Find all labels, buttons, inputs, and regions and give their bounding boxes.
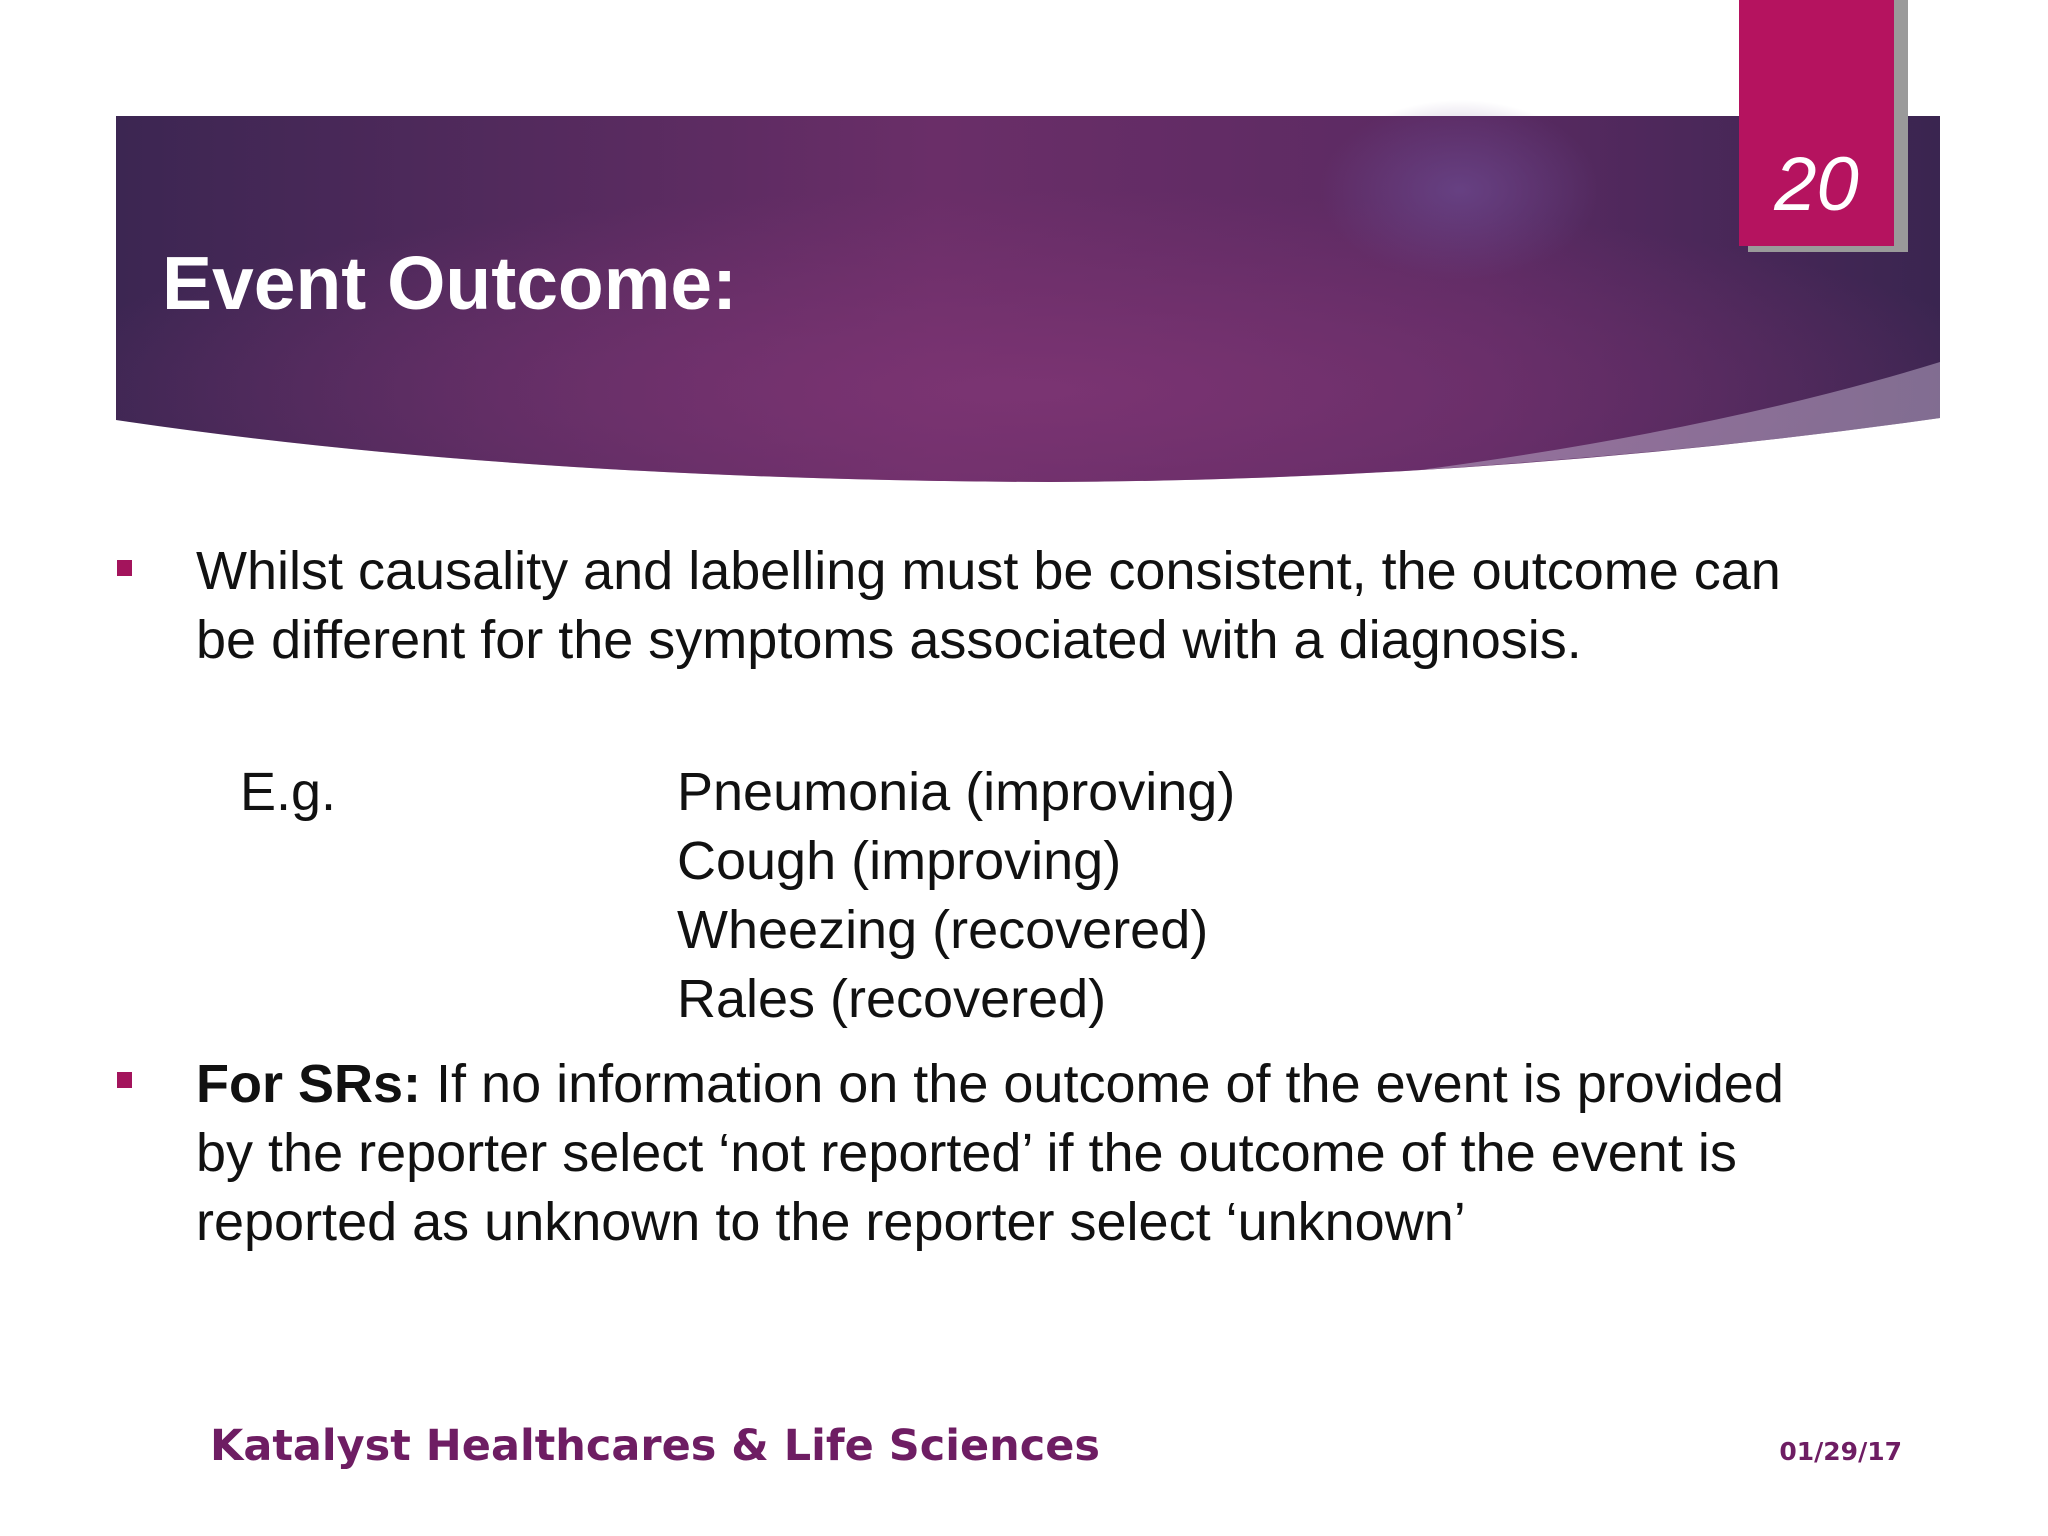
- bullet-marker: [117, 560, 132, 576]
- footer-organization: Katalyst Healthcares & Life Sciences: [210, 1421, 1100, 1471]
- bullet2-line1-rest: If no information on the outcome of the event is provided: [421, 1054, 1784, 1114]
- page-number-tab: [1739, 0, 1894, 246]
- bullet2-line1: [196, 1050, 1784, 1119]
- example-label: E.g.: [240, 762, 337, 822]
- example-list: [677, 758, 1235, 1034]
- slide-title: Event Outcome:: [162, 241, 738, 325]
- bullet2-line2: by the reporter select ‘not reported’ if the outcome of the event is: [196, 1123, 1737, 1183]
- bullet1-line2: be different for the symptoms associated with a diagnosis.: [196, 610, 1582, 670]
- bullet1-line1: Whilst causality and labelling must be consistent, the outcome can: [196, 541, 1781, 601]
- page-number: 20: [1774, 142, 1859, 227]
- example-item: Cough (improving): [677, 831, 1122, 891]
- bullet2-line3: reported as unknown to the reporter select ‘unknown’: [196, 1192, 1466, 1252]
- bullet-marker: [117, 1072, 132, 1088]
- bullet2-bold-prefix: For SRs:: [196, 1054, 422, 1114]
- example-item: Rales (recovered): [677, 969, 1107, 1029]
- example-item: Pneumonia (improving): [677, 762, 1236, 822]
- footer-date: 01/29/17: [1779, 1437, 1902, 1466]
- example-item: Wheezing (recovered): [677, 900, 1209, 960]
